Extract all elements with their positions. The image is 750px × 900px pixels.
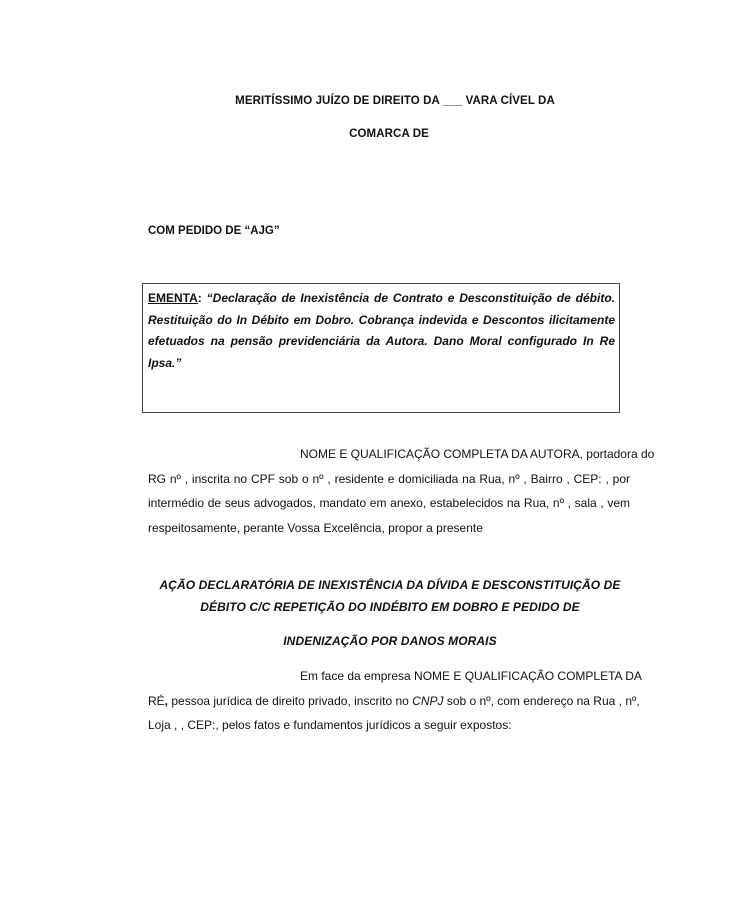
plaintiff-qualification-paragraph	[148, 442, 655, 540]
ementa-label: EMENTA	[148, 291, 198, 305]
ementa-colon: :	[197, 291, 202, 305]
paragraph-line: Loja , , CEP:, pelos fatos e fundamentos jurídicos a seguir expostos:	[148, 718, 512, 732]
line-text: pessoa jurídica de direito privado, inscrito no	[168, 693, 413, 708]
paragraph-line: RG nº , inscrita no CPF sob o nº , residente e domiciliada na Rua, nº , Bairro , CEP: , por	[148, 471, 630, 486]
action-title-line-2: DÉBITO C/C REPETIÇÃO DO INDÉBITO EM DOBRO E PEDIDO DE	[200, 600, 580, 614]
defendant-re-label: RÉ	[148, 693, 165, 708]
ajg-request-subtitle: COM PEDIDO DE “AJG”	[148, 225, 280, 237]
cnpj-label: CNPJ	[412, 693, 444, 708]
paragraph-line	[148, 689, 640, 714]
bold-comma: ,	[164, 693, 169, 708]
ementa-summary: “Declaração de Inexistência de Contrato e Desconstituição de débito. Restituição do In Débito em Dobro. Cobrança indevida e Descontos ilicitamente efetuados na pensão previdenciária da Autora. Dano Moral configurado In Re Ipsa.”	[148, 291, 615, 370]
ementa-box	[142, 283, 620, 413]
paragraph-line: Em face da empresa NOME E QUALIFICAÇÃO COMPLETA DA	[300, 669, 642, 683]
paragraph-line: NOME E QUALIFICAÇÃO COMPLETA DA AUTORA, portadora do	[300, 447, 655, 461]
ementa-text-block	[148, 288, 615, 374]
defendant-qualification-paragraph	[148, 664, 642, 738]
line-text: sob o nº, com endereço na Rua , nº,	[443, 693, 640, 708]
court-header-line-1: MERITÍSSIMO JUÍZO DE DIREITO DA ___ VARA CÍVEL DA	[235, 95, 555, 107]
action-title-line-1: AÇÃO DECLARATÓRIA DE INEXISTÊNCIA DA DÍVIDA E DESCONSTITUIÇÃO DE	[159, 578, 621, 592]
paragraph-line: intermédio de seus advogados, mandato em anexo, estabelecidos na Rua, nº , sala , vem	[148, 496, 630, 510]
paragraph-line: respeitosamente, perante Vossa Excelência, propor a presente	[148, 520, 483, 535]
action-title-line-3: INDENIZAÇÃO POR DANOS MORAIS	[283, 634, 497, 648]
court-header-line-2: COMARCA DE	[349, 128, 429, 140]
